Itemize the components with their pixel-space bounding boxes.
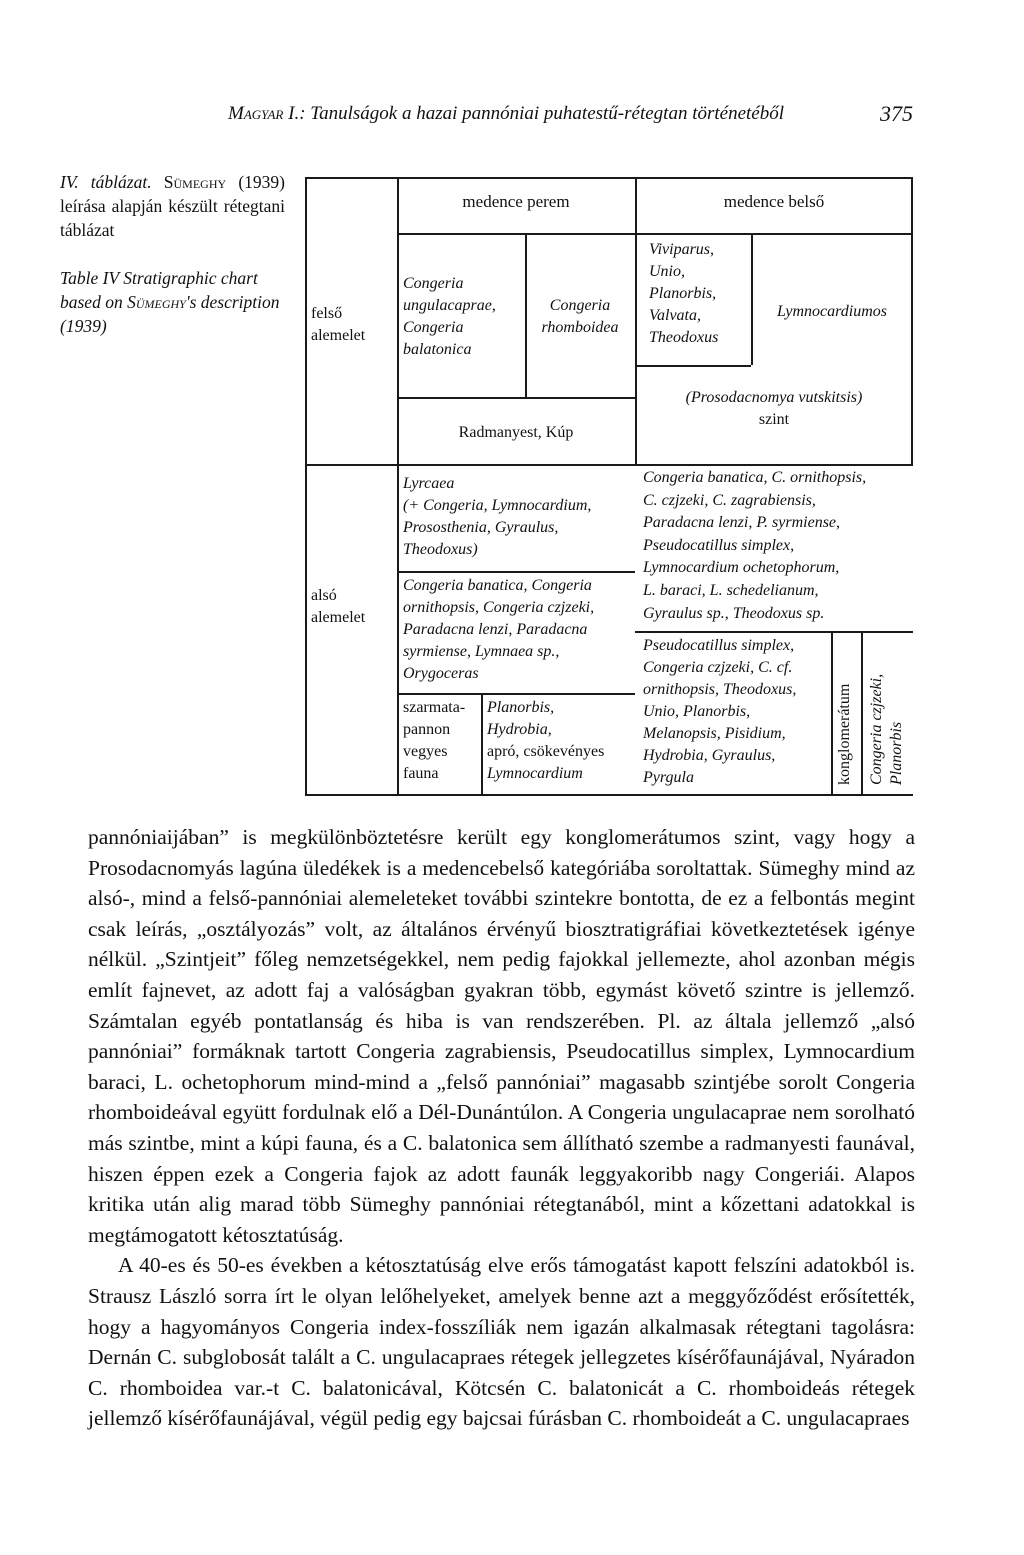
row-label-upper-1: felső: [311, 305, 343, 322]
cell-planorbis-hydrobia: [487, 697, 635, 785]
row-label-upper-2: alemelet: [311, 327, 366, 344]
text-line: Pseudocatillus simplex,: [643, 637, 795, 654]
caption-hu-rest: (1939) leírása alapján készült rétegtani táblázat: [60, 172, 285, 240]
text-line: Congeria: [403, 319, 464, 336]
text-line: Congeria czjzeki,: [868, 673, 885, 785]
text-line: Lymnocardium: [487, 765, 583, 782]
text-line: Paradacna lenzi, Paradacna: [403, 621, 588, 638]
table-line: [911, 177, 913, 465]
table-line: [397, 177, 399, 796]
text-line: Congeria banatica, Congeria: [403, 577, 592, 594]
row-label-lower-1: alsó: [311, 587, 337, 604]
text-line: Prososthenia, Gyraulus,: [403, 519, 559, 536]
text-line: Theodoxus): [403, 541, 478, 558]
cell-congeria-rhomboidea: [527, 295, 633, 339]
text-line: Lyrcaea: [403, 475, 455, 492]
text-line: (+ Congeria, Lymnocardium,: [403, 497, 592, 514]
cell-congeria-banatica-right: [643, 467, 923, 625]
table-caption: [60, 170, 285, 338]
caption-en-author: Sümeghy: [127, 292, 186, 312]
text-line: ornithopsis, Congeria czjzeki,: [403, 599, 595, 616]
text-line: Planorbis,: [649, 285, 717, 302]
text-line: pannon: [403, 721, 451, 738]
text-line: ungulacaprae,: [403, 297, 496, 314]
text-line: szarmata-: [403, 699, 466, 716]
text-line: ornithopsis, Theodoxus,: [643, 681, 797, 698]
table-line: [397, 233, 913, 235]
cell-pseudocatillus: [643, 635, 833, 789]
column-header-medence-perem: medence perem: [462, 192, 570, 211]
paragraph-2: A 40-es és 50-es években a kétosztatúság elve erős támogatást kapott felszíni adatokból is. Strausz László sorra írt le olyan lelőhelyeket, amelyek benne azt a meggyőződést erősítették, hogy a hagyományos Congeria index-fosszíliák nem igazán alkalmasak rétegtani tagolásra: Dernán C. subglobosát talált a C. ungulacapraes rétegek jellegzetes kísérőfaunájával, Nyáradon C. rhomboidea var.-t C. balatonicával, Kötcsén C. balatonicát a C. rhomboideás rétegek jellemző kísérőfaunájával, végül pedig egy bajcsai fúrásban C. rhomboideát a C. ungulacapraes: [88, 1253, 915, 1431]
cell-congeria-banatica-left: [403, 575, 635, 685]
text-line: L. baraci, L. schedelianum,: [643, 581, 819, 599]
table-line: [635, 365, 751, 367]
caption-english: [60, 266, 285, 338]
text-line: Theodoxus: [649, 329, 719, 346]
text-line: Hydrobia,: [487, 721, 552, 738]
cell-radmanyest: Radmanyest, Kúp: [458, 424, 574, 441]
text-line: balatonica: [403, 341, 472, 358]
cell-congeria-ungulacaprae: [403, 273, 525, 361]
text-line: Pyrgula: [643, 769, 694, 786]
caption-author: Sümeghy: [163, 172, 227, 192]
text-line: rhomboidea: [541, 319, 619, 336]
cell-prosodacnomya: [637, 387, 911, 431]
text-line: Congeria: [403, 275, 464, 292]
table-line: [397, 693, 635, 695]
caption-en-pre: Table IV Stratigraphic chart based on: [60, 268, 258, 312]
table-line: [397, 397, 635, 399]
running-head: Magyar I.: Tanulságok a hazai pannóniai puhatestű-rétegtan történetéből: [228, 103, 785, 124]
column-header-medence-belso: medence belső: [723, 192, 825, 211]
text-line: Planorbis: [888, 721, 905, 785]
text-line: Pseudocatillus simplex,: [643, 536, 795, 554]
text-line: Unio,: [649, 263, 685, 280]
text-line: vegyes: [403, 743, 448, 760]
paragraph-1: pannóniaijában” is megkülönböztetésre került egy konglomerátumos szint, vagy hogy a Prosodacnomyás lagúna üledékek is a medencebelső kategóriába soroltattak. Sümeghy mind az alsó-, mind a felső-pannóniai alemeleteket további szintekre bontotta, de ez a felbontás megint csak leírás, „osztályozás” volt, az általános érvényű biosztratigráfiai következtetések igénye nélkül. „Szintjeit” főleg nemzetségekkel, nem pedig fajokkal jellemezte, ahol azonban mégis említ fajnevet, az adott faj a valóságban gyakran több, egymást követő szintre is jellemző. Számtalan egyéb pontatlanság és hiba is van rendszerében. Pl. az általa jellemző „alsó pannóniai” formáknak tartott Congeria zagrabiensis, Pseudocatillus simplex, Lymnocardium baraci, L. ochetophorum mind-mind a „felső pannóniai” magasabb szintjébe sorolt Congeria rhomboideával együtt fordulnak elő a Dél-Dunántúlon. A Congeria ungulacaprae nem sorolható más szintbe, mint a kúpi fauna, és a C. balatonica sem állítható szembe a radmanyesti faunával, hiszen éppen ezek a Congeria fajok az adott faunák leggyakoribb nagy Congeriái. Alapos kritika után alig marad több Sümeghy pannóniai rétegtanából, mint a kőzettani adatokkal is megtámogatott kétosztatúság.: [88, 825, 915, 1247]
caption-hungarian: [60, 170, 285, 242]
text-line: Congeria czjzeki, C. cf.: [643, 659, 793, 676]
cell-lymnocardiumos: Lymnocardiumos: [776, 303, 888, 320]
cell-congeria-czjzeki-planorbis: [867, 674, 907, 785]
text-line: apró, csökevényes: [487, 743, 605, 760]
row-label-lower-2: alemelet: [311, 609, 366, 626]
table-line: [397, 571, 635, 573]
text-line: szint: [758, 411, 790, 428]
text-line: Planorbis,: [487, 699, 555, 716]
caption-label: IV. táblázat.: [60, 172, 152, 192]
caption-en-post: 's description (1939): [60, 292, 280, 336]
text-line: Paradacna lenzi, P. syrmiense,: [643, 514, 841, 532]
table-line: [305, 177, 307, 796]
text-line: fauna: [403, 765, 439, 782]
row-label-lower: [311, 585, 395, 629]
text-line: Valvata,: [649, 307, 701, 324]
text-line: Melanopsis, Pisidium,: [643, 725, 786, 742]
cell-lyrcaea: [403, 473, 633, 561]
text-line: (Prosodacnomya vutskitsis): [685, 389, 863, 406]
page-number: 375: [880, 101, 913, 126]
text-line: Viviparus,: [649, 241, 715, 258]
text-line: Congeria banatica, C. ornithopsis,: [643, 469, 867, 486]
table-line: [305, 464, 913, 466]
running-head-title: Tanulságok a hazai pannóniai puhatestű-rétegtan történetéből: [310, 103, 785, 124]
table-line: [751, 233, 753, 365]
text-line: Congeria: [549, 297, 611, 314]
text-line: Orygoceras: [403, 665, 479, 682]
table-line: [635, 631, 913, 633]
body-text: [88, 822, 915, 1434]
table-line: [481, 693, 483, 794]
text-line: Gyraulus sp., Theodoxus sp.: [643, 604, 825, 622]
stratigraphic-table: [305, 177, 913, 796]
row-label-upper: [311, 303, 395, 347]
text-line: syrmiense, Lymnaea sp.,: [403, 643, 560, 660]
table-line: [861, 631, 863, 794]
text-line: Unio, Planorbis,: [643, 703, 751, 720]
cell-viviparus: [649, 239, 751, 349]
running-head-author: Magyar I.: [228, 103, 300, 124]
text-line: Hydrobia, Gyraulus,: [643, 747, 776, 764]
cell-szarmata-pannon: [403, 697, 481, 785]
text-line: C. czjzeki, C. zagrabiensis,: [643, 491, 816, 509]
text-line: Lymnocardium ochetophorum,: [643, 559, 840, 577]
cell-konglomeratum: konglomerátum: [836, 683, 853, 785]
